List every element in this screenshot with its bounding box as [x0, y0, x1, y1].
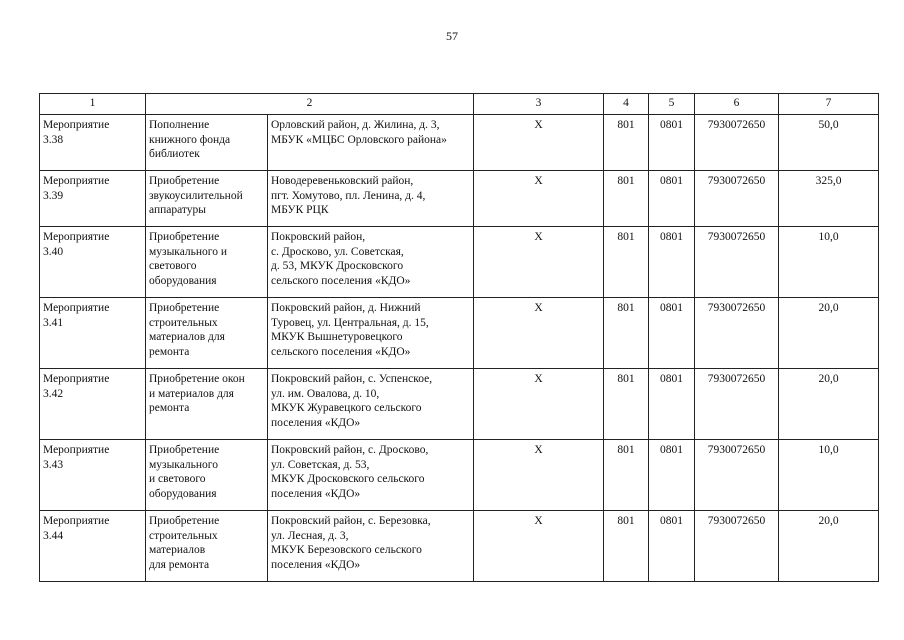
cell-activity: Мероприятие 3.38	[40, 115, 146, 171]
cell-col-3: Х	[474, 511, 604, 582]
cell-col-4: 801	[604, 171, 649, 227]
cell-col-3: Х	[474, 298, 604, 369]
cell-col-7: 20,0	[779, 298, 879, 369]
cell-col-7: 10,0	[779, 440, 879, 511]
cell-location: Орловский район, д. Жилина, д. 3, МБУК «МЦБС Орловского района»	[268, 115, 474, 171]
cell-location: Покровский район, с. Дросково, ул. Советская, д. 53, МКУК Дросковского сельского поселения «КДО»	[268, 227, 474, 298]
cell-location: Покровский район, с. Дросково, ул. Советская, д. 53, МКУК Дросковского сельского поселения «КДО»	[268, 440, 474, 511]
cell-col-6: 7930072650	[695, 227, 779, 298]
page-number: 57	[446, 29, 458, 43]
cell-col-6: 7930072650	[695, 298, 779, 369]
cell-col-7: 20,0	[779, 511, 879, 582]
table-row	[40, 511, 879, 582]
cell-col-6: 7930072650	[695, 369, 779, 440]
cell-location: Новодеревеньковский район, пгт. Хомутово, пл. Ленина, д. 4, МБУК РЦК	[268, 171, 474, 227]
cell-col-5: 0801	[649, 115, 695, 171]
cell-col-5: 0801	[649, 227, 695, 298]
header-col-1: 1	[40, 94, 146, 115]
header-col-3: 3	[474, 94, 604, 115]
cell-col-7: 50,0	[779, 115, 879, 171]
cell-col-4: 801	[604, 227, 649, 298]
cell-col-6: 7930072650	[695, 511, 779, 582]
cell-col-4: 801	[604, 511, 649, 582]
cell-col-6: 7930072650	[695, 171, 779, 227]
cell-col-4: 801	[604, 298, 649, 369]
budget-table	[39, 93, 879, 582]
cell-col-5: 0801	[649, 171, 695, 227]
cell-measure-name: Приобретение строительных материалов для ремонта	[146, 298, 268, 369]
table-row	[40, 115, 879, 171]
header-col-5: 5	[649, 94, 695, 115]
cell-location: Покровский район, с. Березовка, ул. Лесная, д. 3, МКУК Березовского сельского поселения «КДО»	[268, 511, 474, 582]
cell-measure-name: Приобретение строительных материалов для ремонта	[146, 511, 268, 582]
cell-activity: Мероприятие 3.39	[40, 171, 146, 227]
cell-col-4: 801	[604, 115, 649, 171]
cell-col-6: 7930072650	[695, 115, 779, 171]
cell-measure-name: Приобретение музыкального и светового оборудования	[146, 227, 268, 298]
header-col-6: 6	[695, 94, 779, 115]
cell-activity: Мероприятие 3.42	[40, 369, 146, 440]
cell-col-3: Х	[474, 369, 604, 440]
cell-col-5: 0801	[649, 369, 695, 440]
cell-col-3: Х	[474, 227, 604, 298]
cell-col-4: 801	[604, 369, 649, 440]
cell-col-5: 0801	[649, 298, 695, 369]
cell-col-3: Х	[474, 115, 604, 171]
table-body	[40, 115, 879, 582]
table-row	[40, 298, 879, 369]
cell-col-7: 325,0	[779, 171, 879, 227]
cell-location: Покровский район, д. Нижний Туровец, ул. Центральная, д. 15, МКУК Вышнетуровецкого сельского поселения «КДО»	[268, 298, 474, 369]
table-header-row	[40, 94, 879, 115]
cell-col-4: 801	[604, 440, 649, 511]
cell-measure-name: Приобретение окон и материалов для ремонта	[146, 369, 268, 440]
header-col-4: 4	[604, 94, 649, 115]
cell-activity: Мероприятие 3.43	[40, 440, 146, 511]
cell-col-7: 20,0	[779, 369, 879, 440]
cell-col-5: 0801	[649, 440, 695, 511]
cell-col-3: Х	[474, 440, 604, 511]
cell-col-6: 7930072650	[695, 440, 779, 511]
cell-col-5: 0801	[649, 511, 695, 582]
table-row	[40, 369, 879, 440]
header-col-7: 7	[779, 94, 879, 115]
cell-location: Покровский район, с. Успенское, ул. им. Овалова, д. 10, МКУК Журавецкого сельского поселения «КДО»	[268, 369, 474, 440]
cell-col-7: 10,0	[779, 227, 879, 298]
cell-activity: Мероприятие 3.41	[40, 298, 146, 369]
cell-col-3: Х	[474, 171, 604, 227]
table-row	[40, 171, 879, 227]
cell-measure-name: Пополнение книжного фонда библиотек	[146, 115, 268, 171]
cell-measure-name: Приобретение звукоусилительной аппаратуры	[146, 171, 268, 227]
cell-activity: Мероприятие 3.40	[40, 227, 146, 298]
table-row	[40, 227, 879, 298]
table-row	[40, 440, 879, 511]
header-col-2: 2	[146, 94, 474, 115]
cell-activity: Мероприятие 3.44	[40, 511, 146, 582]
cell-measure-name: Приобретение музыкального и светового оборудования	[146, 440, 268, 511]
